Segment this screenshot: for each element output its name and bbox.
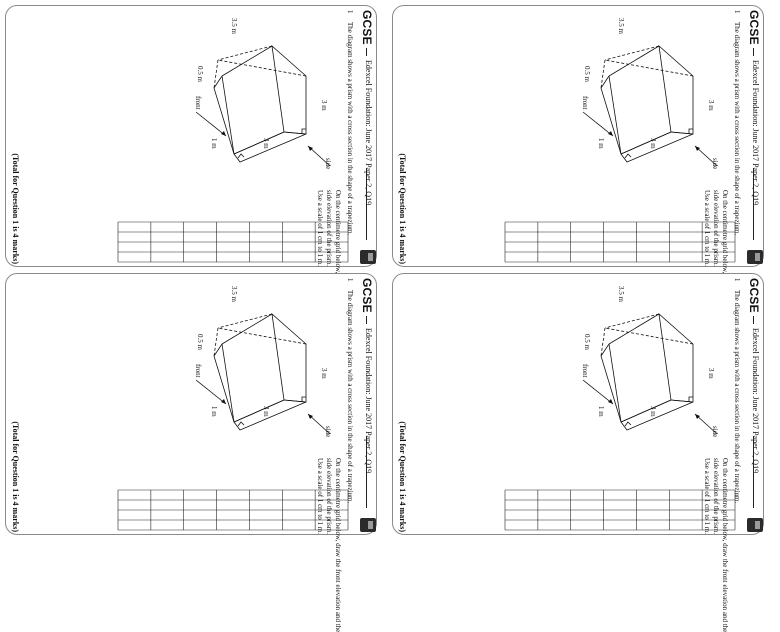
hidden-edge (605, 314, 659, 328)
label-bottom-width: 1 m (597, 138, 605, 149)
right-angle-mark (689, 397, 693, 402)
hidden-edge (218, 328, 306, 344)
worksheet-header (747, 278, 761, 532)
instruction-line: Use a scale of 1 cm to 1 m. (703, 190, 711, 267)
logo-icon (747, 518, 763, 532)
label-bottom-width: 1 m (210, 138, 218, 149)
label-height: 3 m (649, 406, 657, 417)
right-angle-mark (302, 129, 306, 134)
label-height: 3 m (262, 138, 270, 149)
header-rule-right (753, 168, 754, 240)
worksheet-content (393, 6, 765, 268)
prism-diagram (581, 16, 731, 170)
worksheet-card (5, 273, 377, 632)
question-number: 1 (346, 278, 354, 282)
question-text: The diagram shows a prism with a cross section in the shape of a trapezium. (346, 22, 354, 236)
prism-top-face (272, 314, 306, 402)
prism-edge (609, 344, 621, 422)
label-height: 3 m (649, 138, 657, 149)
instruction-line: side elevation of the prism. (712, 190, 720, 267)
label-length: 3.5 m (617, 286, 625, 302)
right-angle-mark (625, 154, 631, 158)
gcse-brand: GCSE (360, 10, 374, 45)
gcse-brand: GCSE (747, 278, 761, 313)
hidden-edge (605, 46, 659, 60)
label-top-width: 3 m (707, 100, 715, 111)
label-side: side (711, 426, 719, 438)
header-rule (753, 48, 754, 56)
gcse-brand: GCSE (360, 278, 374, 313)
hidden-edge (601, 60, 605, 88)
prism-diagram (194, 284, 344, 438)
label-front: front (194, 364, 202, 378)
label-side: side (711, 158, 719, 170)
question-source: Edexcel Foundation: June 2017 Paper 2, Q19 (364, 328, 373, 474)
centimetre-grid[interactable] (505, 490, 735, 530)
front-arrowhead (608, 131, 613, 136)
prism-front-face (621, 400, 693, 430)
header-rule (366, 48, 367, 56)
total-marks: (Total for Question 1 is 4 marks) (11, 421, 20, 532)
question-source: Edexcel Foundation: June 2017 Paper 2, Q19 (751, 60, 760, 206)
hidden-edge (218, 60, 306, 76)
right-angle-mark (625, 422, 631, 426)
label-side: side (324, 426, 332, 438)
worksheet-card (392, 5, 764, 267)
label-side: side (324, 158, 332, 170)
right-angle-mark (238, 422, 244, 426)
logo-icon (360, 518, 376, 532)
front-arrow (583, 112, 613, 136)
question-number: 1 (733, 278, 741, 282)
front-arrow (196, 112, 226, 136)
prism-edge (621, 132, 671, 154)
hidden-edge (605, 328, 693, 344)
prism-top-face (659, 46, 693, 134)
worksheet-content (393, 274, 765, 632)
instruction-line: side elevation of the prism. (325, 458, 333, 535)
front-arrowhead (221, 131, 226, 136)
hidden-edge (601, 328, 605, 356)
instruction-line: On the centimetre grid below, draw the front elevation and the (721, 458, 729, 632)
prism-edge (222, 46, 272, 76)
front-arrowhead (221, 399, 226, 404)
prism-front-face (234, 400, 306, 430)
front-arrow (196, 380, 226, 404)
centimetre-grid[interactable] (118, 222, 348, 262)
right-angle-mark (238, 154, 244, 158)
prism-edge (609, 314, 659, 344)
instruction-line: Use a scale of 1 cm to 1 m. (316, 190, 324, 267)
centimetre-grid[interactable] (118, 490, 348, 530)
worksheet-header (747, 10, 761, 264)
prism-edge (234, 132, 284, 154)
label-base-depth: 0.5 m (583, 334, 591, 350)
logo-icon (747, 250, 763, 264)
instruction-line: On the centimetre grid below, draw the front elevation and the (334, 458, 342, 632)
label-front: front (194, 96, 202, 110)
label-top-width: 3 m (320, 100, 328, 111)
label-base-depth: 0.5 m (583, 66, 591, 82)
prism-front-face (234, 132, 306, 162)
worksheet-card (392, 273, 764, 632)
prism-edge (234, 400, 284, 422)
worksheet-header (360, 10, 374, 264)
worksheet-card (5, 5, 377, 267)
logo-icon (360, 250, 376, 264)
label-height: 3 m (262, 406, 270, 417)
label-top-width: 3 m (320, 368, 328, 379)
hidden-edge (605, 60, 693, 76)
prism-diagram (581, 284, 731, 438)
front-arrowhead (608, 399, 613, 404)
label-front: front (581, 364, 589, 378)
right-angle-mark (689, 129, 693, 134)
label-length: 3.5 m (230, 286, 238, 302)
prism-top-face (659, 314, 693, 402)
worksheet-content (6, 274, 378, 632)
question-number: 1 (733, 10, 741, 14)
centimetre-grid[interactable] (505, 222, 735, 262)
gcse-brand: GCSE (747, 10, 761, 45)
label-bottom-width: 1 m (597, 406, 605, 417)
label-length: 3.5 m (230, 18, 238, 34)
prism-diagram (194, 16, 344, 170)
total-marks: (Total for Question 1 is 4 marks) (11, 153, 20, 264)
right-angle-mark (302, 397, 306, 402)
label-top-width: 3 m (707, 368, 715, 379)
instruction-line: Use a scale of 1 cm to 1 m. (316, 458, 324, 535)
instruction-line: side elevation of the prism. (325, 190, 333, 267)
label-base-depth: 0.5 m (196, 334, 204, 350)
header-rule-right (366, 436, 367, 508)
prism-top-face (272, 46, 306, 134)
prism-edge (621, 400, 671, 422)
label-bottom-width: 1 m (210, 406, 218, 417)
prism-edge (609, 76, 621, 154)
prism-edge (609, 46, 659, 76)
hidden-edge (214, 60, 218, 88)
prism-front-face (621, 132, 693, 162)
question-text: The diagram shows a prism with a cross section in the shape of a trapezium. (346, 290, 354, 504)
total-marks: (Total for Question 1 is 4 marks) (398, 153, 407, 264)
label-front: front (581, 96, 589, 110)
prism-edge (222, 344, 234, 422)
header-rule (753, 316, 754, 324)
worksheet-header (360, 278, 374, 532)
header-rule-right (366, 168, 367, 240)
prism-edge (222, 314, 272, 344)
question-number: 1 (346, 10, 354, 14)
worksheet-content (6, 6, 378, 268)
instruction-line: side elevation of the prism. (712, 458, 720, 535)
hidden-edge (218, 46, 272, 60)
header-rule-right (753, 436, 754, 508)
prism-edge (222, 76, 234, 154)
question-source: Edexcel Foundation: June 2017 Paper 2, Q19 (751, 328, 760, 474)
front-arrow (583, 380, 613, 404)
label-length: 3.5 m (617, 18, 625, 34)
question-text: The diagram shows a prism with a cross section in the shape of a trapezium. (733, 22, 741, 236)
header-rule (366, 316, 367, 324)
instruction-line: Use a scale of 1 cm to 1 m. (703, 458, 711, 535)
hidden-edge (214, 328, 218, 356)
hidden-edge (218, 314, 272, 328)
total-marks: (Total for Question 1 is 4 marks) (398, 421, 407, 532)
label-base-depth: 0.5 m (196, 66, 204, 82)
question-source: Edexcel Foundation: June 2017 Paper 2, Q19 (364, 60, 373, 206)
question-text: The diagram shows a prism with a cross section in the shape of a trapezium. (733, 290, 741, 504)
